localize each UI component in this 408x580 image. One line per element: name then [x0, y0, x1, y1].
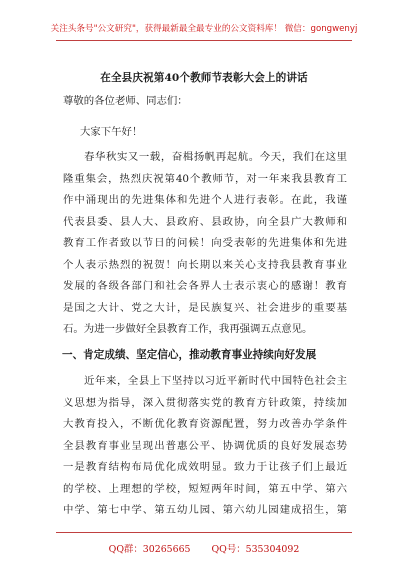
footer-qq-group: QQ群：30265665 — [108, 544, 191, 555]
paragraph-2 — [63, 371, 347, 522]
greeting: 大家下午好！ — [80, 126, 143, 138]
paragraph-line: 一是教育结构布局优化成效明显。致力于让孩子们上最近 — [63, 461, 347, 473]
paragraph-line: 近年来，全县上下坚持以习近平新时代中国特色社会主 — [84, 375, 347, 387]
paragraph-line: 教育工作者致以节日的问候！向受表彰的先进集体和先进 — [63, 237, 347, 249]
paragraph-line: 发展的各级各部门和社会各界人士表示衷心的感谢！教育 — [63, 280, 347, 292]
header-rule — [56, 40, 352, 41]
paragraph-line: 个人表示热烈的祝贺！向长期以来关心支持我县教育事业 — [63, 258, 347, 271]
paragraph-1 — [63, 147, 347, 341]
paragraph-line: 隆重集会，热烈庆祝第40个教师节，对一年来我县教育工 — [63, 172, 347, 185]
footer-contact — [0, 541, 408, 555]
section-heading: 一、肯定成绩、坚定信心，推动教育事业持续向好发展 — [62, 349, 317, 361]
footer-rule — [56, 532, 352, 533]
paragraph-line: 中学、第七中学、第五幼儿园、第六幼儿园建成招生，第 — [63, 504, 347, 516]
paragraph-line: 作中涌现出的先进集体和先进个人进行表彰。在此，我谨 — [63, 194, 347, 206]
footer-qq-number: QQ号：535304092 — [211, 544, 300, 555]
paragraph-line: 代表县委、县人大、县政府、县政协，向全县广大教师和 — [63, 215, 347, 228]
paragraph-line: 是国之大计、党之大计，是民族复兴、社会进步的重要基 — [63, 301, 347, 314]
salutation: 尊敬的各位老师、同志们： — [63, 95, 188, 107]
paragraph-line: 全县教育事业呈现出普惠公平、协调优质的良好发展态势 — [63, 439, 347, 452]
page-title: 在全县庆祝第40个教师节表彰大会上的讲话 — [100, 72, 308, 84]
paragraph-line: 义思想为指导，深入贯彻落实党的教育方针政策，持续加 — [63, 396, 347, 409]
paragraph-line: 的学校、上理想的学校，短短两年时间，第五中学、第六 — [63, 482, 347, 495]
paragraph-line: 大教育投入，不断优化教育资源配置，努力改善办学条件 — [63, 418, 347, 430]
paragraph-line: 石。为进一步做好全县教育工作，我再强调五点意见。 — [63, 323, 313, 335]
paragraph-line: 春华秋实又一载，奋楫扬帆再起航。今天，我们在这里 — [84, 151, 347, 163]
promo-header: 关注头条号"公文研究"，获得最新最全最专业的公文资料库！ 微信：gongwenyj — [50, 24, 358, 34]
